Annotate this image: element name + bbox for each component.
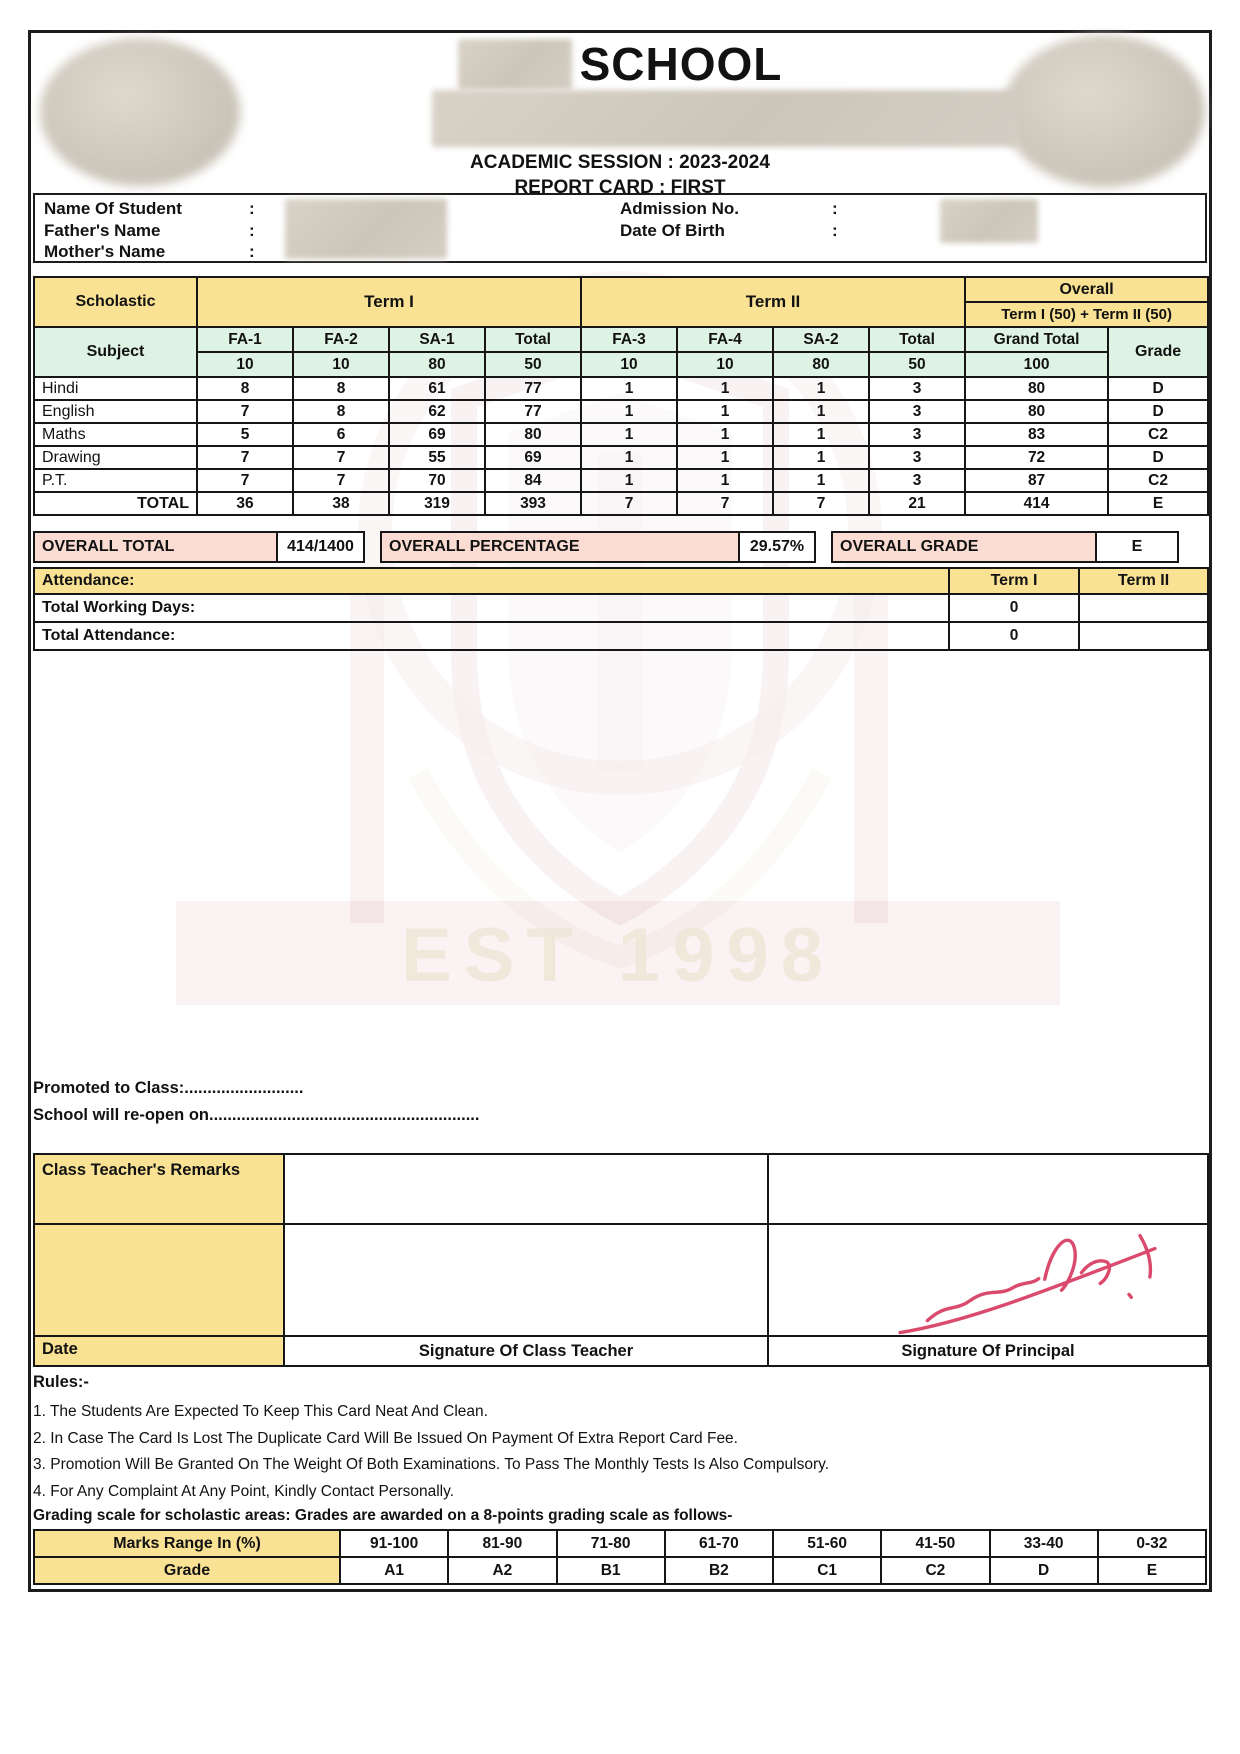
mark-cell: 393: [485, 492, 581, 515]
principal-signature-label: Signature Of Principal: [768, 1336, 1208, 1366]
attendance-body: [34, 594, 1208, 650]
grading-range-cell: 33-40: [990, 1530, 1098, 1557]
mark-cell: 7: [293, 469, 389, 492]
remarks-empty-cell: [768, 1154, 1208, 1224]
overall-summary-row: [33, 531, 1207, 563]
subject-cell: P.T.: [34, 469, 197, 492]
overall-percentage-box: [380, 531, 816, 563]
grading-grade-cell: A2: [448, 1557, 556, 1584]
mark-cell: 1: [677, 423, 773, 446]
mark-cell: 7: [197, 469, 293, 492]
grading-grade-cell: D: [990, 1557, 1098, 1584]
mark-cell: 1: [581, 377, 677, 400]
mark-cell: 7: [197, 400, 293, 423]
subject-cell: TOTAL: [34, 492, 197, 515]
mark-cell: 7: [677, 492, 773, 515]
mark-cell: 7: [773, 492, 869, 515]
grading-grade-cell: B2: [665, 1557, 773, 1584]
student-values-redacted: [285, 199, 447, 259]
mark-cell: 8: [197, 377, 293, 400]
colon: :: [832, 198, 838, 218]
marks-column-header: FA-4: [677, 327, 773, 352]
rules-section: [33, 1373, 1207, 1505]
mother-name-row: [44, 241, 255, 262]
marks-subject-row: [34, 446, 1208, 469]
name-of-student-label: Name Of Student: [44, 198, 182, 218]
colon: :: [832, 220, 838, 240]
attendance-title: Attendance:: [34, 568, 949, 594]
grand-total-cell: 87: [965, 469, 1108, 492]
father-name-label: Father's Name: [44, 220, 161, 240]
attendance-row-label: Total Attendance:: [34, 622, 949, 650]
grade-header: Grade: [1108, 327, 1208, 377]
grand-total-cell: 80: [965, 377, 1108, 400]
admission-values-redacted: [940, 199, 1038, 243]
principal-signature-area: [768, 1224, 1208, 1336]
marks-subject-row: [34, 423, 1208, 446]
mark-cell: 1: [581, 446, 677, 469]
attendance-term1-header: Term I: [949, 568, 1079, 594]
marks-max-row: [34, 352, 1208, 377]
grade-cell: E: [1108, 492, 1208, 515]
class-teacher-signature-label: Signature Of Class Teacher: [284, 1336, 768, 1366]
mark-cell: 36: [197, 492, 293, 515]
grading-grades-row: [34, 1557, 1206, 1584]
mark-cell: 1: [773, 423, 869, 446]
grading-range-cell: 41-50: [881, 1530, 989, 1557]
attendance-term1-value: 0: [949, 594, 1079, 622]
mark-cell: 1: [581, 469, 677, 492]
subject-header: Subject: [34, 327, 197, 377]
remarks-table: [33, 1153, 1209, 1367]
grand-total-cell: 83: [965, 423, 1108, 446]
admission-no-label: Admission No.: [620, 198, 740, 218]
subject-cell: Maths: [34, 423, 197, 446]
mark-cell: 3: [869, 377, 965, 400]
signature-labels-row: [34, 1336, 1208, 1366]
overall-total-value: 414/1400: [287, 538, 354, 555]
mark-cell: 1: [581, 423, 677, 446]
school-address-redacted: [432, 90, 1018, 147]
scholastic-header: Scholastic: [34, 277, 197, 327]
student-name-row: [44, 198, 255, 219]
date-of-birth-label: Date Of Birth: [620, 220, 725, 240]
mark-cell: 1: [773, 377, 869, 400]
grade-cell: C2: [1108, 469, 1208, 492]
admission-no-row: [620, 198, 838, 219]
mark-cell: 1: [581, 400, 677, 423]
date-of-birth-row: [620, 220, 838, 241]
mark-cell: 5: [197, 423, 293, 446]
attendance-term2-value: [1079, 594, 1208, 622]
grading-grade-label: Grade: [34, 1557, 340, 1584]
grading-range-cell: 71-80: [557, 1530, 665, 1557]
principal-signature-image: [881, 1224, 1188, 1336]
mark-cell: 77: [485, 400, 581, 423]
grading-ranges-row: [34, 1530, 1206, 1557]
student-info-box: [33, 193, 1207, 263]
rule-item: 3. Promotion Will Be Granted On The Weight Of Both Examinations. To Pass The Monthly Tests Is Also Compulsory.: [33, 1456, 830, 1473]
marks-max-header: 50: [869, 352, 965, 377]
mark-cell: 1: [773, 469, 869, 492]
mark-cell: 80: [485, 423, 581, 446]
remarks-empty-cell: [284, 1154, 768, 1224]
attendance-term1-value: 0: [949, 622, 1079, 650]
grand-total-header: Grand Total: [965, 327, 1108, 352]
rule-item: 2. In Case The Card Is Lost The Duplicate Card Will Be Issued On Payment Of Extra Report Card Fee.: [33, 1429, 738, 1447]
report-card: [28, 30, 1212, 1592]
mark-cell: 319: [389, 492, 485, 515]
overall-percentage-label: OVERALL PERCENTAGE: [382, 533, 740, 561]
marks-max-header: 10: [581, 352, 677, 377]
grading-grade-cell: C1: [773, 1557, 881, 1584]
grade-cell: D: [1108, 377, 1208, 400]
marks-columns-row: [34, 327, 1208, 352]
marks-max-header: 10: [293, 352, 389, 377]
grading-grade-cell: B1: [557, 1557, 665, 1584]
mark-cell: 84: [485, 469, 581, 492]
mark-cell: 1: [773, 400, 869, 423]
mark-cell: 1: [677, 377, 773, 400]
marks-column-header: Total: [485, 327, 581, 352]
rules-title: Rules:-: [33, 1373, 89, 1391]
colon: :: [249, 241, 255, 261]
mark-cell: 1: [677, 446, 773, 469]
mark-cell: 1: [677, 469, 773, 492]
subject-cell: Hindi: [34, 377, 197, 400]
marks-column-header: FA-1: [197, 327, 293, 352]
subject-cell: English: [34, 400, 197, 423]
school-title: SCHOOL: [579, 38, 783, 90]
mark-cell: 62: [389, 400, 485, 423]
marks-max-header: 10: [197, 352, 293, 377]
overall-grade-value: E: [1131, 538, 1143, 555]
marks-subject-row: [34, 469, 1208, 492]
mark-cell: 3: [869, 423, 965, 446]
mark-cell: 7: [581, 492, 677, 515]
grading-range-cell: 81-90: [448, 1530, 556, 1557]
term1-header: Term I: [197, 277, 581, 327]
mark-cell: 77: [485, 377, 581, 400]
mark-cell: 61: [389, 377, 485, 400]
marks-table-body: [34, 377, 1208, 515]
grading-scale-table: [33, 1529, 1207, 1585]
class-teacher-remarks-label: Class Teacher's Remarks: [34, 1154, 284, 1224]
overall-total-box: [33, 531, 365, 563]
marks-table: [33, 276, 1209, 516]
grading-grade-cell: A1: [340, 1557, 448, 1584]
mark-cell: 8: [293, 377, 389, 400]
mark-cell: 8: [293, 400, 389, 423]
mark-cell: 1: [677, 400, 773, 423]
attendance-term2-value: [1079, 622, 1208, 650]
grading-range-cell: 61-70: [665, 1530, 773, 1557]
marks-subject-row: [34, 400, 1208, 423]
overall-grade-box: [831, 531, 1179, 563]
mark-cell: 70: [389, 469, 485, 492]
date-empty-cell: [34, 1224, 284, 1336]
remarks-row: [34, 1154, 1208, 1224]
marks-header-row-1: [34, 277, 1208, 302]
mark-cell: 55: [389, 446, 485, 469]
grading-range-cell: 91-100: [340, 1530, 448, 1557]
mark-cell: 7: [293, 446, 389, 469]
school-name-redacted: [458, 39, 572, 90]
grading-grade-cell: E: [1098, 1557, 1206, 1584]
grade-cell: C2: [1108, 423, 1208, 446]
mark-cell: 6: [293, 423, 389, 446]
marks-subject-row: [34, 377, 1208, 400]
colon: :: [249, 198, 255, 218]
rule-item: 1. The Students Are Expected To Keep This Card Neat And Clean.: [33, 1403, 488, 1420]
promoted-to-class-line: Promoted to Class:..........................: [33, 1079, 304, 1097]
marks-column-header: Total: [869, 327, 965, 352]
marks-max-header: 80: [773, 352, 869, 377]
mark-cell: 7: [197, 446, 293, 469]
overall-percentage-value: 29.57%: [749, 538, 805, 555]
marks-max-header: 50: [485, 352, 581, 377]
signature-row: [34, 1224, 1208, 1336]
grading-scale-title: Grading scale for scholastic areas: Grades are awarded on a 8-points grading scale as follows-: [33, 1507, 733, 1524]
mother-name-label: Mother's Name: [44, 241, 166, 261]
mark-cell: 69: [389, 423, 485, 446]
grading-range-label: Marks Range In (%): [34, 1530, 340, 1557]
grand-total-cell: 72: [965, 446, 1108, 469]
academic-session: ACADEMIC SESSION : 2023-2024: [470, 152, 770, 173]
attendance-row: [34, 622, 1208, 650]
grand-total-max: 100: [965, 352, 1108, 377]
marks-column-header: SA-1: [389, 327, 485, 352]
mark-cell: 21: [869, 492, 965, 515]
mark-cell: 1: [773, 446, 869, 469]
watermark-est-text: EST 1998: [401, 913, 835, 998]
grand-total-cell: 414: [965, 492, 1108, 515]
school-title-line: [31, 37, 1209, 91]
rules-list: [33, 1399, 1207, 1505]
overall-header: Overall: [965, 277, 1208, 302]
grading-grade-cell: C2: [881, 1557, 989, 1584]
grade-cell: D: [1108, 400, 1208, 423]
attendance-row: [34, 594, 1208, 622]
marks-total-row: [34, 492, 1208, 515]
report-card-title: REPORT CARD : FIRST: [514, 177, 726, 198]
overall-grade-label: OVERALL GRADE: [833, 533, 1097, 561]
mark-cell: 3: [869, 400, 965, 423]
marks-column-header: FA-2: [293, 327, 389, 352]
rule-item: 4. For Any Complaint At Any Point, Kindly Contact Personally.: [33, 1482, 455, 1500]
grading-range-cell: 51-60: [773, 1530, 881, 1557]
colon: :: [249, 220, 255, 240]
marks-max-header: 10: [677, 352, 773, 377]
marks-max-header: 80: [389, 352, 485, 377]
overall-sub-header: Term I (50) + Term II (50): [965, 302, 1208, 327]
marks-column-header: SA-2: [773, 327, 869, 352]
attendance-row-label: Total Working Days:: [34, 594, 949, 622]
overall-total-label: OVERALL TOTAL: [35, 533, 278, 561]
grade-cell: D: [1108, 446, 1208, 469]
attendance-table: [33, 567, 1209, 651]
attendance-term2-header: Term II: [1079, 568, 1208, 594]
mark-cell: 3: [869, 446, 965, 469]
class-teacher-signature-area: [284, 1224, 768, 1336]
date-label: Date: [34, 1336, 284, 1366]
father-name-row: [44, 220, 255, 241]
grading-range-cell: 0-32: [1098, 1530, 1206, 1557]
mark-cell: 69: [485, 446, 581, 469]
mark-cell: 3: [869, 469, 965, 492]
school-reopen-line: School will re-open on...........................................................: [33, 1106, 480, 1124]
attendance-header-row: [34, 568, 1208, 594]
term2-header: Term II: [581, 277, 965, 327]
mark-cell: 38: [293, 492, 389, 515]
marks-column-header: FA-3: [581, 327, 677, 352]
subject-cell: Drawing: [34, 446, 197, 469]
grand-total-cell: 80: [965, 400, 1108, 423]
